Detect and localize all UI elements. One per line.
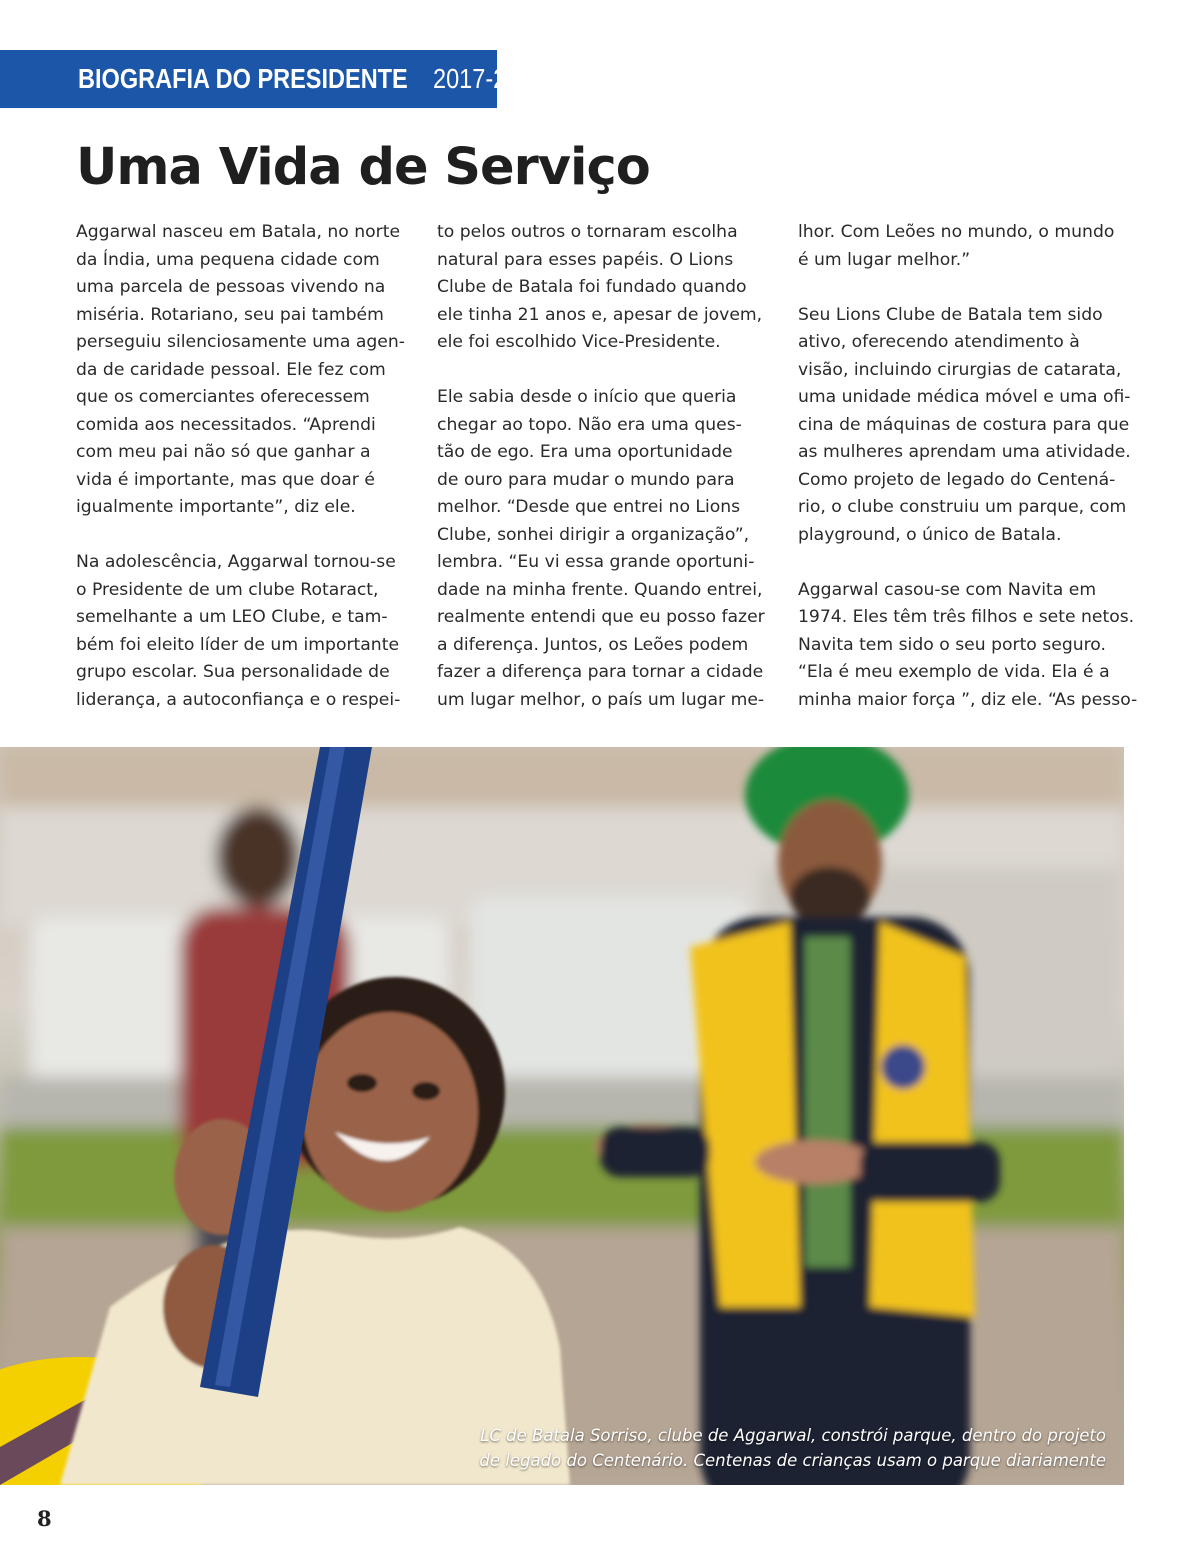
playground-photo [0,747,1124,1485]
text-line: uma unidade médica móvel e uma ofi- [798,387,1131,407]
text-line: uma parcela de pessoas vivendo na [76,277,386,297]
text-line: lhor. Com Leões no mundo, o mundo [798,222,1115,242]
caption-line: LC de Batala Sorriso, clube de Aggarwal, constrói parque, dentro do projeto [480,1426,1106,1445]
text-line: da Índia, uma pequena cidade com [76,249,380,270]
text-line: grupo escolar. Sua personalidade de [76,662,390,682]
text-column-3 [798,219,1138,714]
text-line: Na adolescência, Aggarwal tornou-se [76,552,396,572]
text-line: Clube, sonhei dirigir a organização”, [437,524,750,545]
text-line: da de caridade pessoal. Ele fez com [76,359,386,380]
text-line: de ouro para mudar o mundo para [437,469,735,490]
text-line: Clube de Batala foi fundado quando [437,277,747,297]
text-line: fazer a diferença para tornar a cidade [437,662,764,682]
text-line: Aggarwal nasceu em Batala, no norte [76,222,401,242]
text-line: ativo, oferecendo atendimento à [798,332,1080,352]
text-line: 1974. Eles têm três filhos e sete netos. [798,607,1135,627]
text-line: lembra. “Eu vi essa grande oportuni- [437,552,755,572]
paragraph [798,219,1133,274]
text-line: tão de ego. Era uma oportunidade [437,442,733,462]
paragraph [437,384,772,714]
text-line: playground, o único de Batala. [798,524,1062,545]
text-line: Ele sabia desde o início que queria [437,387,737,407]
caption-line: de legado do Centenário. Centenas de crianças usam o parque diariamente [479,1451,1106,1470]
text-line: ele tinha 21 anos e, apesar de jovem, [437,304,763,325]
text-line: ele foi escolhido Vice-Presidente. [437,332,721,352]
text-line: “Ela é meu exemplo de vida. Ela é a [798,662,1110,682]
text-line: é um lugar melhor.” [798,249,971,270]
text-line: Navita tem sido o seu porto seguro. [798,634,1106,655]
text-line: um lugar melhor, o país um lugar me- [437,689,765,710]
text-line: Aggarwal casou-se com Navita em [798,579,1097,600]
text-column-2 [437,219,772,714]
photo-illustration [0,747,1124,1485]
section-banner [0,50,546,108]
text-column-1 [76,219,411,714]
text-line: minha maior força ”, diz ele. “As pesso- [798,689,1138,710]
text-line: miséria. Rotariano, seu pai também [76,304,384,325]
text-line: perseguiu silenciosamente uma agen- [76,332,405,352]
text-line: chegar ao topo. Não era uma ques- [437,414,742,435]
text-line: com meu pai não só que ganhar a [76,442,371,462]
text-line: Como projeto de legado do Centená- [798,469,1116,490]
paragraph [76,549,411,714]
text-line: realmente entendi que eu posso fazer [437,607,765,627]
text-line: bém foi eleito líder de um importante [76,634,400,655]
text-line: que os comerciantes oferecessem [76,387,370,407]
text-line: melhor. “Desde que entrei no Lions [437,497,741,517]
text-line: natural para esses papéis. O Lions [437,249,734,270]
text-line: igualmente importante”, diz ele. [76,497,356,517]
text-line: vida é importante, mas que doar é [76,469,375,490]
section-year: 2017-2018 [432,63,546,94]
page-number: 8 [37,1506,52,1531]
section-title: BIOGRAFIA DO PRESIDENTE [78,63,408,94]
text-line: as mulheres aprendam uma atividade. [798,442,1131,462]
text-line: a diferença. Juntos, os Leões podem [437,634,749,655]
text-line: o Presidente de um clube Rotaract, [76,579,379,600]
text-line: Seu Lions Clube de Batala tem sido [798,304,1103,325]
text-line: comida aos necessitados. “Aprendi [76,414,376,435]
paragraph [798,302,1133,550]
text-line: to pelos outros o tornaram escolha [437,222,738,242]
text-line: semelhante a um LEO Clube, e tam- [76,607,388,627]
paragraph [798,577,1138,715]
text-line: cina de máquinas de costura para que [798,414,1130,435]
text-line: rio, o clube construiu um parque, com [798,497,1127,517]
photo-caption [479,1423,1106,1473]
paragraph [437,219,772,357]
text-line: dade na minha frente. Quando entrei, [437,579,763,600]
text-line: liderança, a autoconfiança e o respei- [76,689,401,710]
page-title: Uma Vida de Serviço [76,138,650,197]
paragraph [76,219,411,522]
text-line: visão, incluindo cirurgias de catarata, [798,359,1122,380]
